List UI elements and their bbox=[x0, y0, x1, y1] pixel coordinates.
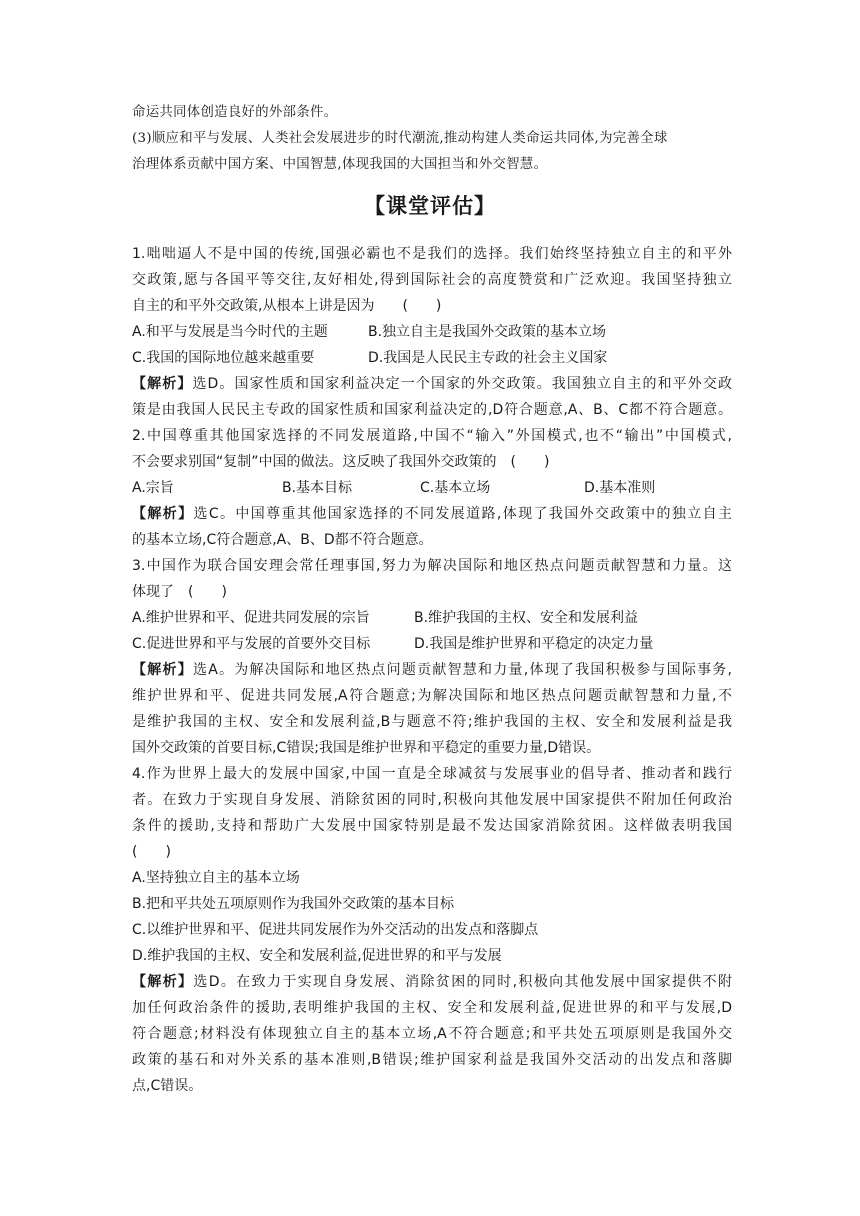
question-stem-line: 交政策,愿与各国平等交往,友好相处,得到国际社会的高度赞赏和广泛欢迎。我国坚持独立 bbox=[132, 272, 732, 288]
question-3 bbox=[132, 553, 732, 761]
analysis-label: 【解析】 bbox=[132, 506, 194, 522]
analysis-line: 点,C错误。 bbox=[132, 1078, 203, 1094]
analysis-text: 选D。在致力于实现自身发展、消除贫困的同时,积极向其他发展中国家提供不附 bbox=[193, 974, 733, 990]
option-b: B.基本目标 bbox=[282, 480, 353, 496]
intro-line: (3)顺应和平与发展、人类社会发展进步的时代潮流,推动构建人类命运共同体,为完善全球 bbox=[132, 131, 668, 146]
question-stem-line: 条件的援助,支持和帮助广大发展中国家特别是最不发达国家消除贫困。这样做表明我国 bbox=[132, 818, 732, 834]
analysis-label: 【解析】 bbox=[132, 376, 193, 392]
option-d: D.基本准则 bbox=[584, 480, 656, 496]
option-row bbox=[132, 319, 732, 345]
section-title: 【课堂评估】 bbox=[364, 194, 496, 218]
analysis-line: 国外交政策的首要目标,C错误;我国是维护世界和平稳定的重要力量,D错误。 bbox=[132, 740, 601, 756]
option-c: C.基本立场 bbox=[420, 480, 491, 496]
question-stem-line: 体现了 ( ) bbox=[132, 584, 227, 600]
option-a: A.和平与发展是当今时代的主题 bbox=[132, 324, 328, 340]
analysis-line: 维护世界和平、促进共同发展,A符合题意;为解决国际和地区热点问题贡献智慧和力量,不 bbox=[132, 688, 732, 704]
question-stem-line: 1.咄咄逼人不是中国的传统,国强必霸也不是我们的选择。我们始终坚持独立自主的和平外 bbox=[132, 246, 732, 262]
analysis-line bbox=[132, 969, 732, 995]
analysis-line bbox=[132, 371, 732, 397]
analysis-line: 的基本立场,C符合题意,A、B、D都不符合题意。 bbox=[132, 532, 433, 548]
question-2 bbox=[132, 423, 732, 553]
question-stem-line: 不会要求别国“复制”中国的做法。这反映了我国外交政策的 ( ) bbox=[132, 454, 550, 470]
analysis-label: 【解析】 bbox=[132, 662, 193, 678]
analysis-line bbox=[132, 657, 732, 683]
option-d: D.我国是人民民主专政的社会主义国家 bbox=[368, 350, 608, 366]
analysis-line: 策是由我国人民民主专政的国家性质和国家利益决定的,D符合题意,A、B、C都不符合题意。 bbox=[132, 402, 732, 418]
analysis-text: 选A。为解决国际和地区热点问题贡献智慧和力量,体现了我国积极参与国际事务, bbox=[192, 662, 732, 678]
option-c: C.以维护世界和平、促进共同发展作为外交活动的出发点和落脚点 bbox=[132, 922, 539, 938]
option-b: B.把和平共处五项原则作为我国外交政策的基本目标 bbox=[132, 896, 455, 912]
analysis-line: 政策的基石和对外关系的基本准则,B错误;维护国家利益是我国外交活动的出发点和落脚 bbox=[132, 1052, 732, 1068]
intro-line: 治理体系贡献中国方案、中国智慧,体现我国的大国担当和外交智慧。 bbox=[132, 157, 548, 172]
option-row bbox=[132, 631, 732, 657]
question-stem-line: 者。在致力于实现自身发展、消除贫困的同时,积极向其他发展中国家提供不附加任何政治 bbox=[132, 792, 732, 808]
option-d: D.维护我国的主权、安全和发展利益,促进世界的和平与发展 bbox=[132, 948, 502, 964]
option-row bbox=[132, 605, 732, 631]
intro-line: 命运共同体创造良好的外部条件。 bbox=[132, 105, 338, 120]
question-4 bbox=[132, 761, 732, 1099]
question-stem-line: ( ) bbox=[132, 844, 171, 860]
question-list bbox=[132, 241, 732, 1099]
option-c: C.我国的国际地位越来越重要 bbox=[132, 350, 315, 366]
analysis-line: 是维护我国的主权、安全和发展利益,B与题意不符;维护我国的主权、安全和发展利益是我 bbox=[132, 714, 732, 730]
question-1 bbox=[132, 241, 732, 423]
option-row bbox=[132, 345, 732, 371]
option-b: B.独立自主是我国外交政策的基本立场 bbox=[368, 324, 607, 340]
analysis-text: 选D。国家性质和国家利益决定一个国家的外交政策。我国独立自主的和平外交政 bbox=[192, 376, 733, 392]
option-a: A.维护世界和平、促进共同发展的宗旨 bbox=[132, 610, 370, 626]
option-a: A.宗旨 bbox=[132, 480, 174, 496]
analysis-label: 【解析】 bbox=[132, 974, 194, 990]
intro-text bbox=[132, 100, 732, 178]
option-a: A.坚持独立自主的基本立场 bbox=[132, 870, 300, 886]
option-c: C.促进世界和平与发展的首要外交目标 bbox=[132, 636, 371, 652]
analysis-text: 选C。中国尊重其他国家选择的不同发展道路,体现了我国外交政策中的独立自主 bbox=[193, 506, 732, 522]
option-b: B.维护我国的主权、安全和发展利益 bbox=[414, 610, 639, 626]
option-row bbox=[132, 475, 732, 501]
option-d: D.我国是维护世界和平稳定的决定力量 bbox=[414, 636, 654, 652]
analysis-line: 符合题意;材料没有体现独立自主的基本立场,A不符合题意;和平共处五项原则是我国外交 bbox=[132, 1026, 732, 1042]
question-stem-line: 3.中国作为联合国安理会常任理事国,努力为解决国际和地区热点问题贡献智慧和力量。这 bbox=[132, 558, 732, 574]
analysis-line: 加任何政治条件的援助,表明维护我国的主权、安全和发展利益,促进世界的和平与发展,D bbox=[132, 1000, 732, 1016]
question-stem-line: 2.中国尊重其他国家选择的不同发展道路,中国不“输入”外国模式,也不“输出”中国模式, bbox=[132, 428, 732, 444]
question-stem-line: 自主的和平外交政策,从根本上讲是因为 ( ) bbox=[132, 298, 442, 314]
question-stem-line: 4.作为世界上最大的发展中国家,中国一直是全球减贫与发展事业的倡导者、推动者和践行 bbox=[132, 766, 732, 782]
analysis-line bbox=[132, 501, 732, 527]
